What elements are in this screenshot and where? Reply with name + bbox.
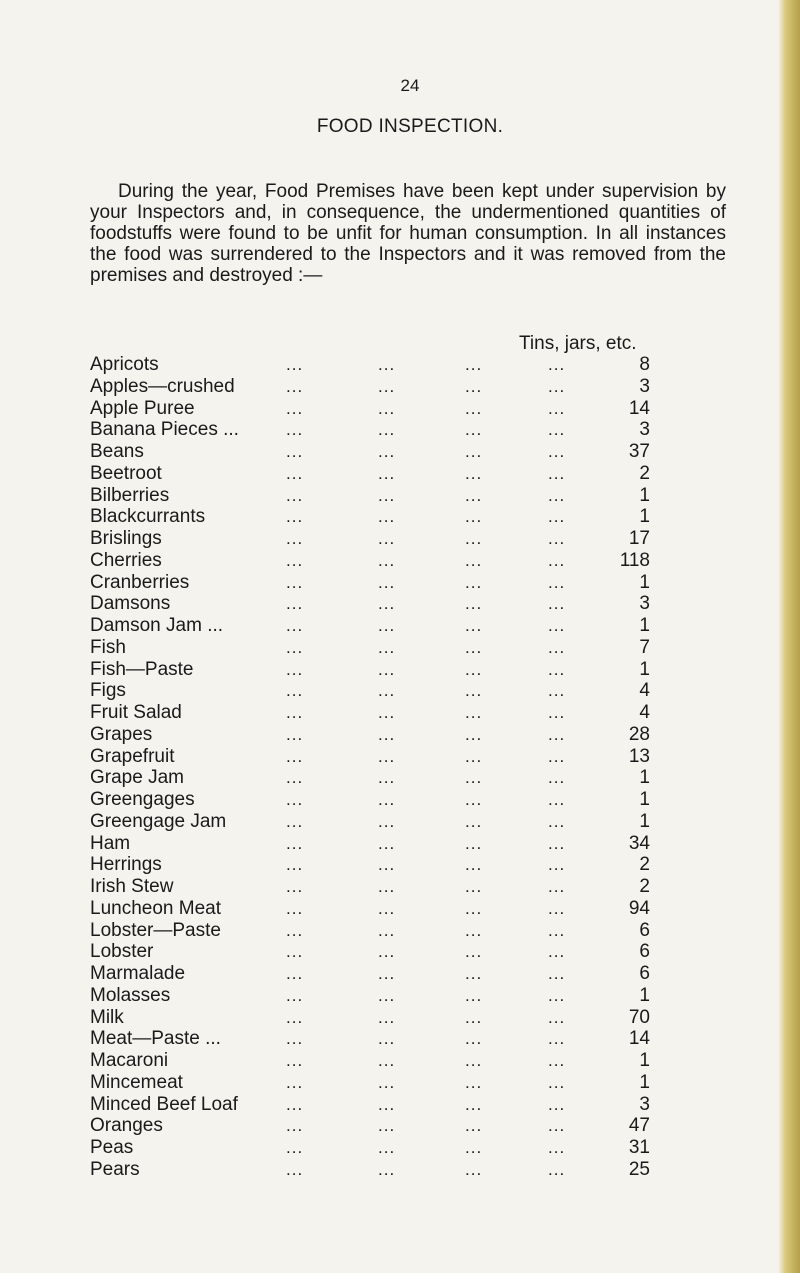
leader-dots: ... ... ... ...: [286, 420, 566, 440]
list-item: [90, 1094, 650, 1116]
item-name: Lobster—Paste: [90, 919, 221, 941]
leader-dots: ... ... ... ...: [286, 877, 566, 896]
item-quantity: 2: [639, 462, 650, 484]
leader-dots: ... ... ... ...: [286, 398, 566, 418]
list-item: [90, 572, 650, 594]
item-name: Grapefruit: [90, 745, 175, 767]
list-item: [90, 354, 650, 376]
item-quantity: 1: [639, 571, 650, 593]
list-item: [90, 789, 650, 811]
food-items-list: [90, 354, 650, 1181]
list-item: [90, 920, 650, 942]
item-name: Brislings: [90, 528, 162, 549]
list-item: [90, 854, 650, 876]
list-item: [90, 746, 650, 768]
leader-dots: ... ... ... ...: [286, 442, 566, 461]
item-quantity: 70: [628, 1006, 650, 1028]
leader-dots: ... ... ... ...: [286, 942, 566, 962]
item-quantity: 6: [639, 919, 650, 941]
leader-dots: ... ... ... ...: [286, 594, 566, 614]
item-name: Fish—Paste: [90, 658, 194, 680]
list-item: [90, 1050, 650, 1072]
item-name: Damson Jam ...: [90, 615, 224, 636]
leader-dots: ... ... ... ...: [286, 724, 566, 744]
item-name: Figs: [90, 680, 126, 702]
leader-dots: ... ... ... ...: [286, 898, 566, 918]
intro-text: During the year, Food Premises have been kept under supervision by your Inspectors and, in consequence, the undermentioned quantities of foodstuffs were found to be unfit for human consumption. In all instances the food was surrendered to the Inspectors and it was removed from the premises and destroyed :—: [90, 181, 726, 286]
item-name: Pears: [90, 1158, 140, 1180]
item-quantity: 3: [639, 419, 650, 441]
item-quantity: 3: [639, 375, 650, 397]
item-name: Apple Puree: [90, 397, 195, 419]
leader-dots: ... ... ... ...: [286, 703, 566, 722]
list-item: [90, 398, 650, 420]
page-title: FOOD INSPECTION.: [316, 116, 504, 137]
leader-dots: ... ... ... ...: [286, 1138, 566, 1157]
item-quantity: 7: [639, 636, 650, 658]
item-quantity: 13: [628, 745, 650, 767]
list-item: [90, 376, 650, 398]
list-item: [90, 833, 650, 855]
item-name: Grapes: [90, 723, 153, 745]
quantity-column-header: Tins, jars, etc.: [519, 333, 637, 354]
item-name: Greengage Jam: [90, 810, 227, 832]
leader-dots: ... ... ... ...: [286, 1159, 566, 1179]
leader-dots: ... ... ... ...: [286, 790, 566, 809]
list-item: [90, 659, 650, 681]
page-number: 24: [400, 76, 420, 95]
item-quantity: 1: [639, 789, 650, 810]
item-name: Banana Pieces ...: [90, 419, 239, 441]
item-name: Grape Jam: [90, 767, 184, 789]
leader-dots: ... ... ... ...: [286, 659, 566, 679]
item-name: Cranberries: [90, 571, 190, 593]
item-quantity: 28: [628, 723, 650, 745]
list-item: [90, 506, 650, 528]
intro-paragraph: [90, 181, 726, 286]
list-item: [90, 702, 650, 724]
item-quantity: 118: [619, 549, 650, 571]
item-quantity: 1: [639, 1050, 650, 1071]
item-name: Oranges: [90, 1115, 163, 1137]
item-quantity: 17: [628, 528, 650, 549]
item-name: Mincemeat: [90, 1071, 183, 1093]
list-item: [90, 1007, 650, 1029]
leader-dots: ... ... ... ...: [286, 833, 566, 853]
item-name: Bilberries: [90, 484, 170, 506]
list-item: [90, 680, 650, 702]
item-name: Fruit Salad: [90, 702, 182, 723]
list-item: [90, 941, 650, 963]
list-item: [90, 811, 650, 833]
item-quantity: 1: [639, 506, 650, 528]
list-item: [90, 593, 650, 615]
item-name: Ham: [90, 832, 131, 854]
item-quantity: 2: [639, 854, 650, 876]
list-item: [90, 441, 650, 463]
item-name: Irish Stew: [90, 876, 174, 897]
leader-dots: ... ... ... ...: [286, 1116, 566, 1136]
item-quantity: 8: [639, 354, 650, 375]
item-name: Apples—crushed: [90, 375, 235, 397]
list-item: [90, 550, 650, 572]
item-quantity: 31: [628, 1137, 650, 1158]
item-name: Minced Beef Loaf: [90, 1093, 238, 1115]
item-name: Lobster: [90, 941, 154, 963]
list-item: [90, 1159, 650, 1181]
list-item: [90, 963, 650, 985]
item-name: Blackcurrants: [90, 506, 206, 528]
leader-dots: ... ... ... ...: [286, 507, 566, 527]
item-name: Damsons: [90, 593, 171, 615]
list-item: [90, 767, 650, 789]
list-item: [90, 985, 650, 1007]
leader-dots: ... ... ... ...: [286, 376, 566, 396]
leader-dots: ... ... ... ...: [286, 920, 566, 940]
leader-dots: ... ... ... ...: [286, 855, 566, 875]
item-name: Apricots: [90, 354, 159, 375]
leader-dots: ... ... ... ...: [286, 463, 566, 483]
leader-dots: ... ... ... ...: [286, 768, 566, 788]
item-quantity: 6: [639, 941, 650, 963]
item-quantity: 1: [639, 810, 650, 832]
leader-dots: ... ... ... ...: [286, 1072, 566, 1092]
item-quantity: 3: [639, 1093, 650, 1115]
item-quantity: 1: [639, 767, 650, 789]
list-item: [90, 615, 650, 637]
item-quantity: 4: [639, 702, 650, 723]
item-quantity: 3: [639, 593, 650, 615]
item-quantity: 2: [639, 876, 650, 897]
list-item: [90, 637, 650, 659]
leader-dots: ... ... ... ...: [286, 681, 566, 701]
leader-dots: ... ... ... ...: [286, 572, 566, 592]
leader-dots: ... ... ... ...: [286, 811, 566, 831]
item-quantity: 34: [628, 832, 650, 854]
item-quantity: 4: [639, 680, 650, 702]
list-item: [90, 1137, 650, 1159]
leader-dots: ... ... ... ...: [286, 1029, 566, 1049]
item-quantity: 1: [639, 1071, 650, 1093]
leader-dots: ... ... ... ...: [286, 355, 566, 374]
item-name: Marmalade: [90, 963, 186, 984]
page-edge-shadow: [778, 0, 800, 1273]
item-name: Luncheon Meat: [90, 897, 221, 919]
leader-dots: ... ... ... ...: [286, 550, 566, 570]
item-name: Molasses: [90, 984, 171, 1006]
item-quantity: 6: [639, 963, 650, 984]
list-item: [90, 419, 650, 441]
item-name: Beans: [90, 441, 144, 462]
item-name: Macaroni: [90, 1050, 169, 1071]
item-name: Peas: [90, 1137, 134, 1158]
item-quantity: 14: [628, 1028, 650, 1050]
leader-dots: ... ... ... ...: [286, 616, 566, 635]
list-item: [90, 1115, 650, 1137]
leader-dots: ... ... ... ...: [286, 485, 566, 505]
leader-dots: ... ... ... ...: [286, 1094, 566, 1114]
item-name: Beetroot: [90, 462, 162, 484]
list-item: [90, 724, 650, 746]
item-quantity: 1: [639, 984, 650, 1006]
leader-dots: ... ... ... ...: [286, 1007, 566, 1027]
list-item: [90, 485, 650, 507]
list-item: [90, 1072, 650, 1094]
item-name: Greengages: [90, 789, 195, 810]
leader-dots: ... ... ... ...: [286, 985, 566, 1005]
leader-dots: ... ... ... ...: [286, 1051, 566, 1070]
item-name: Milk: [90, 1006, 124, 1028]
leader-dots: ... ... ... ...: [286, 964, 566, 983]
item-name: Meat—Paste ...: [90, 1028, 221, 1050]
item-name: Herrings: [90, 854, 162, 876]
item-quantity: 1: [639, 484, 650, 506]
item-quantity: 94: [628, 897, 650, 919]
list-item: [90, 1028, 650, 1050]
leader-dots: ... ... ... ...: [286, 637, 566, 657]
item-quantity: 37: [628, 441, 650, 462]
item-quantity: 25: [628, 1158, 650, 1180]
item-name: Cherries: [90, 549, 162, 571]
list-item: [90, 876, 650, 898]
item-name: Fish: [90, 636, 126, 658]
list-item: [90, 463, 650, 485]
leader-dots: ... ... ... ...: [286, 746, 566, 766]
item-quantity: 14: [628, 397, 650, 419]
list-item: [90, 898, 650, 920]
item-quantity: 1: [639, 658, 650, 680]
item-quantity: 47: [628, 1115, 650, 1137]
item-quantity: 1: [639, 615, 650, 636]
leader-dots: ... ... ... ...: [286, 529, 566, 548]
list-item: [90, 528, 650, 550]
